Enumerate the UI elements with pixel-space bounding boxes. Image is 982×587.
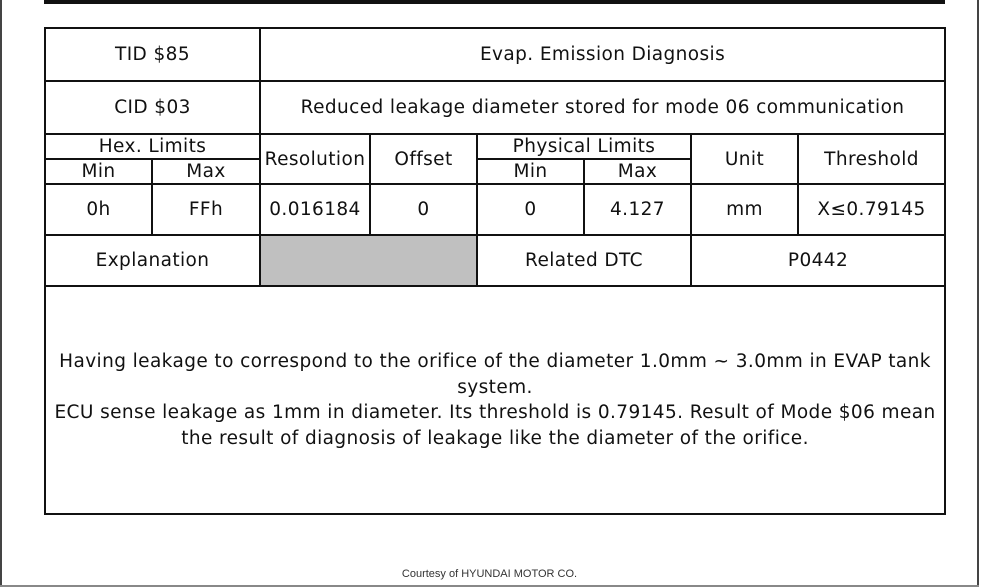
- phys-min-header: Min: [477, 159, 584, 184]
- resolution-header: Resolution: [260, 134, 370, 184]
- offset-header: Offset: [370, 134, 477, 184]
- description-paragraph-1: Having leakage to correspond to the orifice of the diameter 1.0mm ~ 3.0mm in EVAP tank system.: [59, 351, 931, 398]
- related-dtc-label: Related DTC: [477, 235, 691, 286]
- description-paragraph-2: ECU sense leakage as 1mm in diameter. Its threshold is 0.79145. Result of Mode $06 mean the result of diagnosis of leakage like the diameter of the orifice.: [54, 402, 936, 449]
- threshold-header: Threshold: [798, 134, 945, 184]
- limits-header-row: [45, 134, 945, 159]
- shaded-blank-cell: [260, 235, 477, 286]
- mode06-spec-table: [44, 27, 946, 515]
- footer-credit: Courtesy of HYUNDAI MOTOR CO.: [401, 568, 578, 580]
- page-frame-right: [977, 0, 979, 587]
- page-frame-left: [0, 0, 2, 587]
- values-row: [45, 184, 945, 235]
- explanation-label: Explanation: [45, 235, 260, 286]
- hex-limits-header: Hex. Limits: [45, 134, 260, 159]
- threshold-value: X≤0.79145: [798, 184, 945, 235]
- physical-limits-header: Physical Limits: [477, 134, 691, 159]
- hex-max-value: FFh: [152, 184, 260, 235]
- cid-title: Reduced leakage diameter stored for mode 06 communication: [260, 81, 945, 134]
- cid-row: [45, 81, 945, 134]
- cid-label: CID $03: [45, 81, 260, 134]
- explanation-row: [45, 235, 945, 286]
- hex-min-header: Min: [45, 159, 152, 184]
- unit-value: mm: [691, 184, 798, 235]
- description-row: [45, 286, 945, 514]
- unit-header: Unit: [691, 134, 798, 184]
- tid-row: [45, 28, 945, 81]
- phys-max-header: Max: [584, 159, 691, 184]
- tid-title: Evap. Emission Diagnosis: [260, 28, 945, 81]
- resolution-value: 0.016184: [260, 184, 370, 235]
- phys-max-value: 4.127: [584, 184, 691, 235]
- related-dtc-value: P0442: [691, 235, 945, 286]
- phys-min-value: 0: [477, 184, 584, 235]
- offset-value: 0: [370, 184, 477, 235]
- hex-min-value: 0h: [45, 184, 152, 235]
- description-cell: [45, 286, 945, 514]
- hex-max-header: Max: [152, 159, 260, 184]
- top-rule: [44, 0, 945, 4]
- tid-label: TID $85: [45, 28, 260, 81]
